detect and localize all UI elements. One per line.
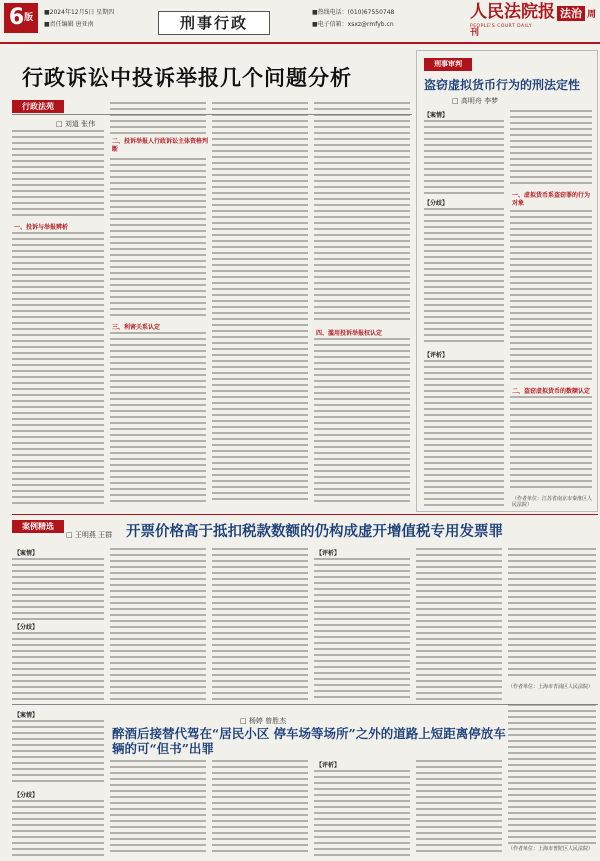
article1-title: 行政诉讼中投诉举报几个问题分析 — [22, 65, 352, 90]
section-title: 刑事行政 — [158, 11, 270, 35]
editor-line: ■责任编辑 唐亚南 — [44, 21, 94, 28]
article1-heading-4: 四、滥用投诉举报权认定 — [316, 330, 383, 337]
article1-heading-2: 二、投诉举报人行政诉讼主体资格判断 — [112, 138, 209, 153]
divider — [12, 514, 598, 515]
article3-badge: 案例精选 — [12, 520, 64, 533]
article2-col2-text-2 — [510, 210, 592, 382]
article1-col2-text-2 — [110, 158, 206, 320]
article1-heading-1: 一、投诉与举报辨析 — [14, 224, 69, 231]
article2-label-case: 【案情】 — [424, 112, 449, 119]
article1-heading-3: 三、利害关系认定 — [112, 324, 161, 331]
article3-label-dispute: 【分歧】 — [14, 624, 39, 631]
article3-label-analysis: 【评析】 — [316, 550, 341, 557]
article4-label-case: 【案情】 — [14, 712, 39, 719]
article2-label-analysis: 【评析】 — [424, 352, 449, 359]
article2-col1-text-3 — [424, 360, 504, 506]
article3-col3-text — [212, 548, 308, 700]
issue-date: ■2024年12月5日 星期四 — [44, 9, 115, 16]
article3-col2-text — [110, 548, 206, 700]
article2-title: 盗窃虚拟货币行为的刑法定性 — [424, 78, 581, 92]
page-number: 6版 — [4, 3, 38, 33]
newspaper-logo: 人民法院报 法治 周刊 — [470, 2, 597, 38]
email: ■电子信箱：xsxz@rmfyb.cn — [312, 21, 394, 28]
article3-col1-text-2 — [12, 632, 104, 700]
article1-col1-text — [12, 130, 104, 220]
article3-author: （作者单位：上海市青浦区人民法院） — [508, 684, 594, 690]
article4-byline: □ 杨婷 曾胜杰 — [240, 717, 287, 725]
article1-col3-text — [212, 102, 308, 504]
hotline: ■热线电话：(010)67550748 — [312, 9, 395, 16]
article1-col1-text-2 — [12, 232, 104, 504]
article2-heading-1: 一、虚拟货币系盗窃罪的行为对象 — [512, 192, 591, 207]
article2-col2-text-3 — [510, 396, 592, 492]
article3-col5-text — [416, 548, 502, 700]
article1-col2-text — [110, 102, 206, 134]
article4-author: （作者单位：上海市普陀区人民法院） — [508, 846, 594, 852]
article4-label-dispute: 【分歧】 — [14, 792, 39, 799]
article2-author: （作者单位：江苏省南京市秦淮区人民法院） — [512, 496, 593, 508]
article4-col1-text — [12, 720, 104, 786]
article1-col4-text — [314, 102, 410, 324]
article4-col2-text — [110, 760, 206, 856]
article4-label-analysis: 【评析】 — [316, 762, 341, 769]
article1-col2-text-3 — [110, 332, 206, 504]
article3-col1-text — [12, 558, 104, 620]
article4-col1-text-2 — [12, 800, 104, 856]
article4-col3-text — [212, 760, 308, 856]
article2-col1-text-2 — [424, 208, 504, 346]
article2-byline: □ 高明舟 李梦 — [452, 97, 499, 105]
article3-col4-text — [314, 558, 410, 700]
article4-col6-text — [508, 704, 596, 844]
article1-badge: 行政法苑 — [12, 100, 64, 113]
article2-label-dispute: 【分歧】 — [424, 200, 449, 207]
article3-byline: □ 王明燕 王群 — [66, 531, 113, 539]
article1-byline: □ 刘道 张伟 — [56, 120, 96, 128]
article4-col5-text — [416, 760, 502, 856]
article2-badge: 刑事审判 — [424, 58, 472, 71]
article3-label-case: 【案情】 — [14, 550, 39, 557]
article2-col1-text — [424, 120, 504, 196]
article2-heading-2: 二、盗窃虚拟货币的数额认定 — [512, 388, 591, 395]
article4-col4-text — [314, 770, 410, 856]
article3-title: 开票价格高于抵扣税款数额的仍构成虚开增值税专用发票罪 — [126, 523, 503, 540]
article3-col6-text — [508, 548, 596, 678]
article4-title: 醉酒后接替代驾在“居民小区 停车场等场所”之外的道路上短距离停放车辆的可“但书”出罪 — [112, 726, 506, 756]
article1-col4-text-2 — [314, 338, 410, 504]
logo-subtitle: PEOPLE'S COURT DAILY — [470, 24, 533, 29]
article2-col2-text — [510, 110, 592, 188]
